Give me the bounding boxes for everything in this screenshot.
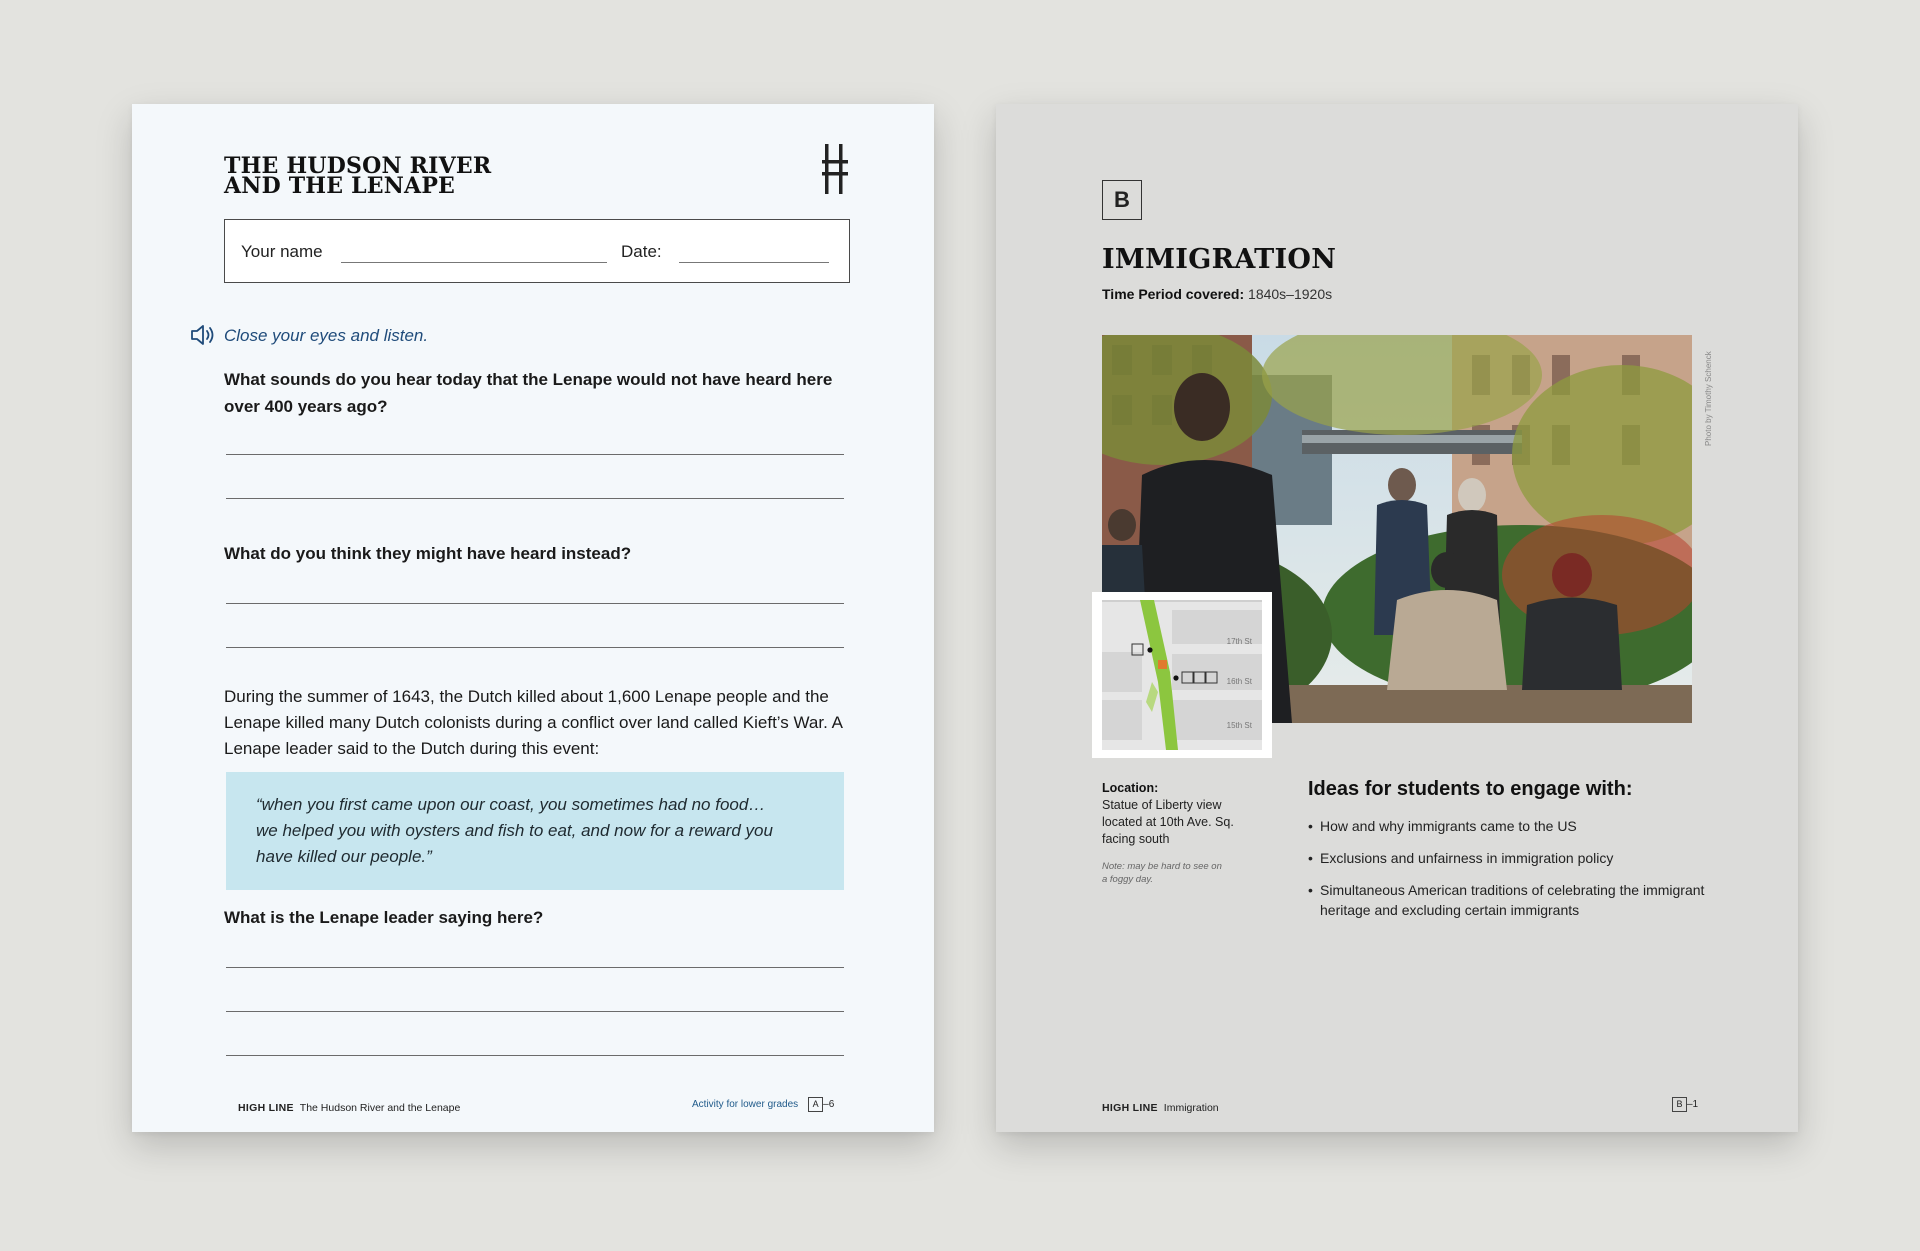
footer-activity: Activity for lower grades: [692, 1099, 799, 1111]
location-map: [1092, 592, 1272, 758]
quote-line: have killed our people.”: [256, 847, 432, 866]
footer-brand: HIGH LINE: [238, 1102, 294, 1114]
section-letter-box: B: [1102, 180, 1142, 220]
note-line: Note: may be hard to see on: [1102, 861, 1222, 872]
high-line-logo-icon: [822, 144, 848, 194]
map-street-label: 17th St: [1226, 637, 1252, 646]
quote-line: we helped you with oysters and fish to eat, and now for a reward you: [256, 821, 773, 840]
name-label: Your name: [241, 242, 323, 261]
location-line: Statue of Liberty view: [1102, 798, 1222, 812]
time-period-label: Time Period covered:: [1102, 286, 1245, 302]
footer-title: Immigration: [1163, 1102, 1219, 1114]
answer-line[interactable]: [226, 1011, 844, 1012]
ideas-list: [1308, 816, 1708, 932]
photo-credit: Photo by Timothy Schenck: [1704, 351, 1713, 446]
date-label: Date:: [621, 242, 662, 261]
worksheet-page-a6: [132, 104, 934, 1132]
page-footer-right: [692, 1097, 834, 1112]
answer-line[interactable]: [226, 498, 844, 499]
name-input-line[interactable]: [341, 262, 607, 263]
map-street-label: 15th St: [1226, 721, 1252, 730]
answer-line[interactable]: [226, 647, 844, 648]
lenape-quote-box: [226, 772, 844, 890]
location-line: located at 10th Ave. Sq.: [1102, 815, 1234, 829]
footer-section-box: B: [1672, 1097, 1687, 1112]
footer-brand: HIGH LINE: [1102, 1102, 1158, 1114]
ideas-heading: Ideas for students to engage with:: [1308, 778, 1633, 800]
map-street-label: 16th St: [1226, 677, 1252, 686]
section-title: IMMIGRATION: [1102, 244, 1337, 275]
location-line: facing south: [1102, 832, 1170, 846]
location-label: Location:: [1102, 781, 1159, 795]
time-period-value: 1840s–1920s: [1248, 286, 1333, 302]
overview-page-b1: [996, 104, 1798, 1132]
answer-line[interactable]: [226, 454, 844, 455]
quote-line: “when you first came upon our coast, you sometimes had no food…: [256, 795, 766, 814]
name-date-box: [224, 219, 850, 283]
worksheet-title-line2: AND THE LENAPE: [224, 173, 456, 199]
time-period: [1102, 286, 1332, 302]
footer-page-number: –1: [1687, 1099, 1699, 1110]
page-footer: [1102, 1102, 1219, 1114]
footer-page-number: –6: [823, 1099, 835, 1110]
question-heard-instead: What do you think they might have heard instead?: [224, 544, 632, 563]
idea-item: • Simultaneous American traditions of celebrating the immigrant heritage and excluding certain immigrants: [1308, 880, 1708, 920]
date-input-line[interactable]: [679, 262, 829, 263]
page-footer-right: [1672, 1097, 1698, 1112]
idea-item: • Exclusions and unfairness in immigration policy: [1308, 848, 1708, 868]
footer-section-box: A: [808, 1097, 823, 1112]
answer-line[interactable]: [226, 1055, 844, 1056]
idea-item: • How and why immigrants came to the US: [1308, 816, 1708, 836]
note-line: a foggy day.: [1102, 874, 1154, 885]
worksheet-title-line1: THE HUDSON RIVER: [224, 153, 492, 179]
question-leader-meaning: What is the Lenape leader saying here?: [224, 908, 544, 927]
speaker-icon: [190, 323, 218, 347]
question-sounds-today: What sounds do you hear today that the Lenape would not have heard here over 400 years ago?: [224, 370, 833, 416]
worksheet-title: [224, 153, 492, 199]
listen-instruction: Close your eyes and listen.: [224, 326, 429, 345]
footer-title: The Hudson River and the Lenape: [299, 1102, 461, 1114]
kiefts-war-paragraph: During the summer of 1643, the Dutch killed about 1,600 Lenape people and the Lenape killed many Dutch colonists during a conflict over land called Kieft’s War. A Lenape leader said to the Dutch during this event:: [224, 687, 843, 758]
location-note: [1102, 860, 1252, 886]
location-details: [1102, 780, 1262, 848]
page-footer: [238, 1102, 460, 1114]
answer-line[interactable]: [226, 603, 844, 604]
answer-line[interactable]: [226, 967, 844, 968]
